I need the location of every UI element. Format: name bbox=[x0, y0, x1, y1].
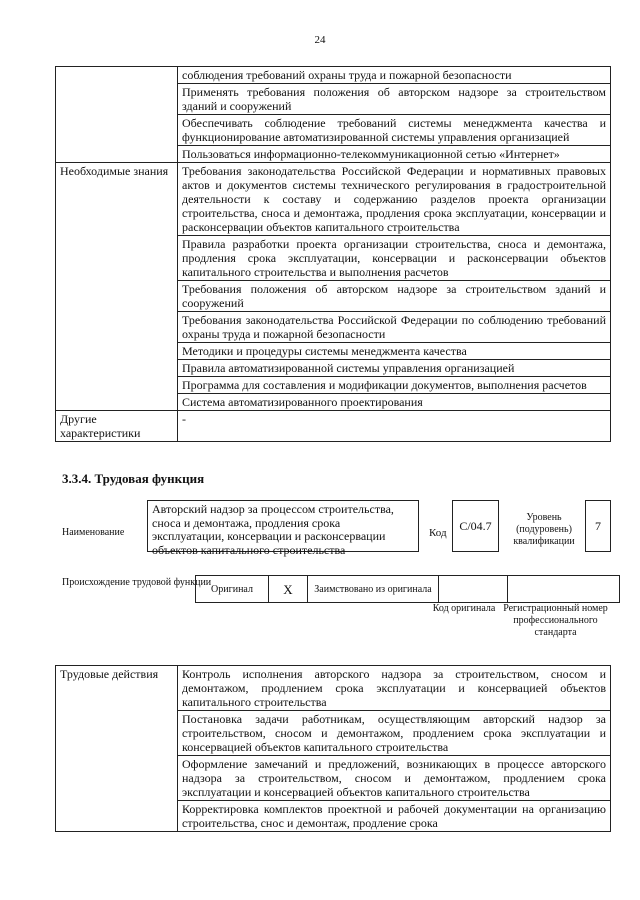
origin-reg-cell bbox=[508, 576, 620, 603]
table-cell: Система автоматизированного проектирования bbox=[178, 394, 611, 411]
row-label-knowledge: Необходимые знания bbox=[56, 163, 178, 411]
row-label-actions: Трудовые действия bbox=[56, 666, 178, 832]
table-cell: Оформление замечаний и предложений, возникающих в процессе авторского надзора за строительством, сносом и демонтажом, продлением срока эксплуатации и консервацией объектов капитального строительства bbox=[178, 756, 611, 801]
page-number: 24 bbox=[314, 34, 326, 46]
origin-label: Происхождение трудовой функции bbox=[62, 577, 212, 588]
table-row bbox=[196, 576, 620, 603]
row-label-other: Другие характеристики bbox=[56, 411, 178, 442]
origin-original-cell: Оригинал bbox=[196, 576, 269, 603]
name-label: Наименование bbox=[62, 527, 125, 538]
table-cell: Методики и процедуры системы менеджмента качества bbox=[178, 343, 611, 360]
table-cell: - bbox=[178, 411, 611, 442]
function-name-box: Авторский надзор за процессом строительства, сноса и демонтажа, продления срока эксплуатации, консервации и расконсервации объектов капитального строительства bbox=[147, 500, 419, 552]
origin-table bbox=[195, 575, 620, 603]
level-label: Уровень (подуровень) квалификации bbox=[513, 512, 575, 547]
table-cell: Постановка задачи работникам, осуществляющим авторский надзор за строительством, сносом и демонтажом, продлением срока эксплуатации и консервацией объектов капитального строительства bbox=[178, 711, 611, 756]
level-value-box: 7 bbox=[585, 500, 611, 552]
table-cell: Программа для составления и модификации документов, выполнения расчетов bbox=[178, 377, 611, 394]
table-row bbox=[56, 411, 611, 442]
table-cell: Применять требования положения об авторском надзоре за строительством зданий и сооружений bbox=[178, 84, 611, 115]
labor-actions-table bbox=[55, 665, 611, 832]
table-cell: Корректировка комплектов проектной и рабочей документации на организацию строительства, снос и демонтаж, продление срока bbox=[178, 801, 611, 832]
table-cell: Пользоваться информационно-телекоммуникационной сетью «Интернет» bbox=[178, 146, 611, 163]
table-cell: Контроль исполнения авторского надзора за строительством, сносом и демонтажом, продлением срока эксплуатации и консервацией объектов капитального строительства bbox=[178, 666, 611, 711]
code-label: Код bbox=[429, 527, 447, 539]
origin-mark-cell: X bbox=[269, 576, 308, 603]
origin-borrowed-cell: Заимствовано из оригинала bbox=[308, 576, 439, 603]
row-label bbox=[56, 67, 178, 163]
table-row bbox=[56, 666, 611, 711]
table-cell: Требования законодательства Российской Федерации по соблюдению требований охраны труда и пожарной безопасности bbox=[178, 312, 611, 343]
skills-knowledge-table bbox=[55, 66, 611, 442]
table-row bbox=[56, 67, 611, 84]
table-cell: Требования положения об авторском надзоре за строительством зданий и сооружений bbox=[178, 281, 611, 312]
table-cell: Правила автоматизированной системы управления организацией bbox=[178, 360, 611, 377]
origin-code-caption: Код оригинала bbox=[432, 603, 496, 614]
table-cell: соблюдения требований охраны труда и пожарной безопасности bbox=[178, 67, 611, 84]
table-cell: Правила разработки проекта организации строительства, сноса и демонтажа, продления срока эксплуатации, консервации и расконсервации объектов капитального строительства и выполнения расчетов bbox=[178, 236, 611, 281]
table-cell: Требования законодательства Российской Федерации и нормативных правовых актов и документов системы технического регулирования в градостроительной деятельности к составу и содержанию разделов проекта организации строительства, сноса и демонтажа, продления срока эксплуатации, консервации и расконсервации объектов капитального строительства bbox=[178, 163, 611, 236]
origin-code-cell bbox=[439, 576, 508, 603]
section-heading: 3.3.4. Трудовая функция bbox=[62, 471, 205, 486]
table-row bbox=[56, 163, 611, 236]
code-value-box: C/04.7 bbox=[452, 500, 499, 552]
origin-reg-caption: Регистрационный номер профессионального стандарта bbox=[503, 603, 608, 638]
table-cell: Обеспечивать соблюдение требований системы менеджмента качества и функционирование автоматизированной системы управления организацией bbox=[178, 115, 611, 146]
